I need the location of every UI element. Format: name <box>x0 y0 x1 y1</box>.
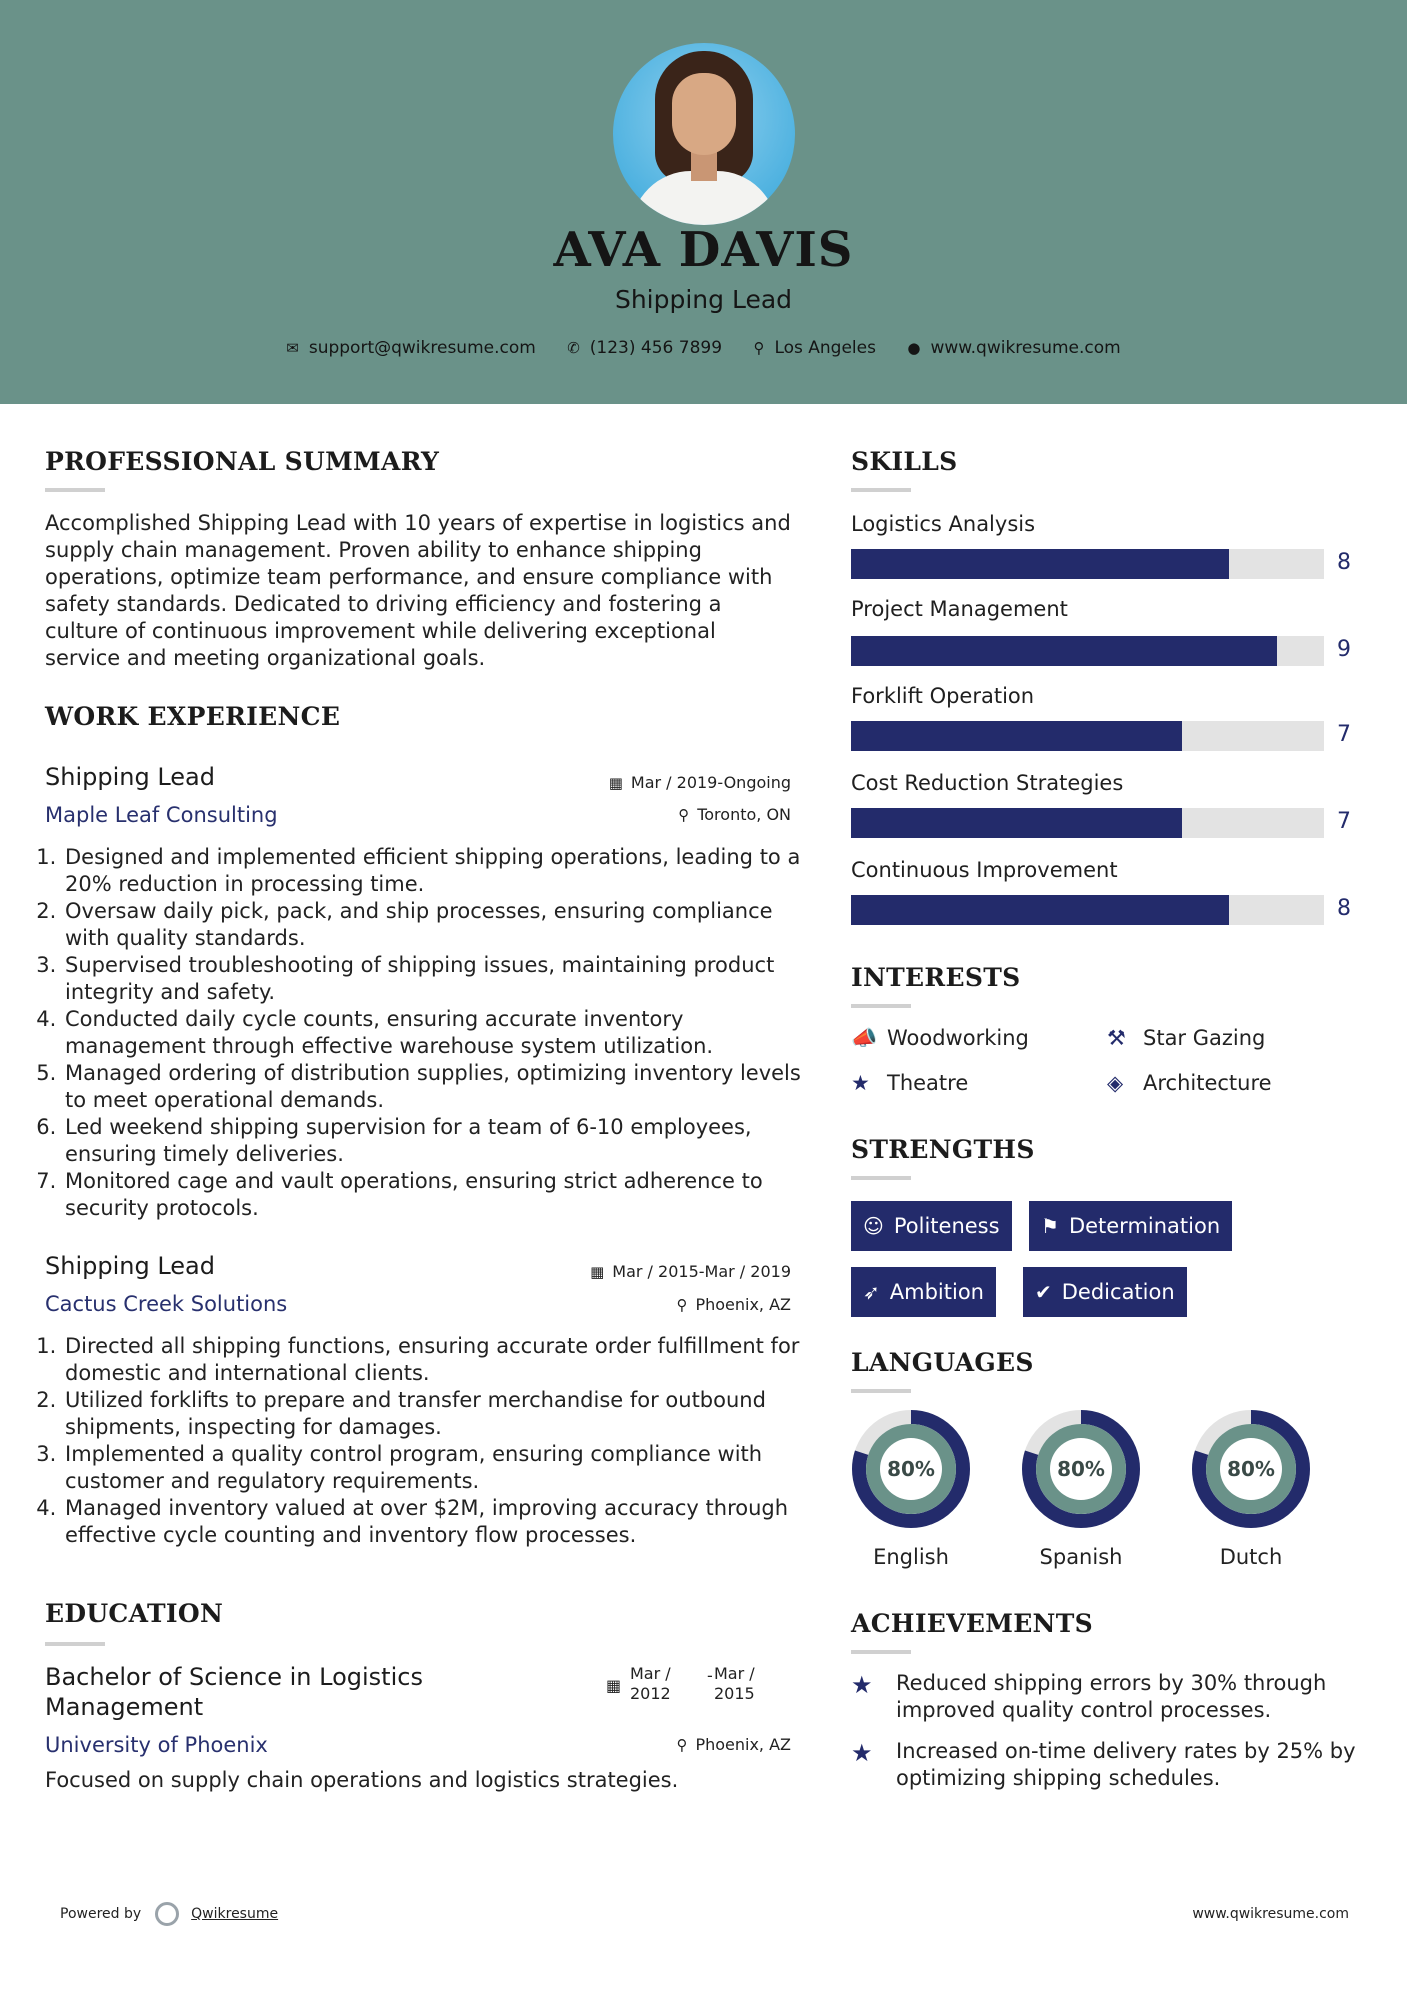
section-divider <box>45 1642 105 1646</box>
skills-heading: SKILLS <box>851 447 958 476</box>
language-ring <box>1191 1409 1311 1529</box>
contact-phone[interactable]: ✆ (123) 456 7899 <box>567 338 723 358</box>
school-name: University of Phoenix <box>45 1733 268 1757</box>
skill-name: Project Management <box>851 597 1068 621</box>
edu-end-date: Mar / 2015 <box>714 1664 755 1703</box>
language-name: Dutch <box>1219 1545 1283 1569</box>
edu-start-date: Mar / 2012 <box>630 1664 671 1703</box>
date-separator: - <box>707 1666 713 1685</box>
candidate-title: Shipping Lead <box>614 285 793 314</box>
list-item: 3. Implemented a quality control program, ensuring compliance with customer and regulatory requirements. <box>63 1441 823 1495</box>
globe-icon: ● <box>907 339 921 357</box>
rocket-icon: ➶ <box>863 1280 880 1304</box>
job-bullets <box>45 1333 823 1549</box>
skill-name: Forklift Operation <box>851 684 1035 708</box>
skill-value: 7 <box>1337 722 1351 747</box>
job-date: ▦ Mar / 2019-Ongoing <box>608 773 791 792</box>
skill-bar-fill <box>851 895 1229 925</box>
skill-bar <box>851 808 1324 838</box>
skill-name: Logistics Analysis <box>851 512 1036 536</box>
list-item: 6. Led weekend shipping supervision for a team of 6-10 employees, ensuring timely deliveries. <box>63 1114 823 1168</box>
education-heading: EDUCATION <box>45 1599 224 1628</box>
list-item: 2. Oversaw daily pick, pack, and ship processes, ensuring compliance with quality standards. <box>63 898 823 952</box>
interest-item: ★ Theatre <box>851 1071 969 1095</box>
interest-item: ◈ Architecture <box>1107 1071 1272 1095</box>
section-divider <box>851 1004 911 1008</box>
skill-name: Cost Reduction Strategies <box>851 771 1124 795</box>
qwikresume-logo-icon <box>155 1902 179 1926</box>
list-item: 1. Designed and implemented efficient shipping operations, leading to a 20% reduction in processing time. <box>63 844 823 898</box>
summary-heading: PROFESSIONAL SUMMARY <box>45 447 440 476</box>
job-company: Cactus Creek Solutions <box>45 1292 288 1316</box>
summary-text: Accomplished Shipping Lead with 10 years of expertise in logistics and supply chain management. Proven ability to enhance shipping operations, optimize team performance, and ensure compliance with safety standards. Dedicated to driving efficiency and fostering a culture of continuous improvement while delivering exceptional service and meeting organizational goals. <box>45 511 791 670</box>
job-bullets <box>45 844 823 1222</box>
job-title: Shipping Lead <box>45 763 215 791</box>
strength-badge: ➶ Ambition <box>851 1267 996 1317</box>
skill-bar <box>851 636 1324 666</box>
languages-heading: LANGUAGES <box>851 1348 1034 1377</box>
footer-branding <box>60 1902 278 1926</box>
shooting-star-icon: ★ <box>851 1739 873 1767</box>
skill-bar-fill <box>851 549 1229 579</box>
list-item: 3. Supervised troubleshooting of shipping issues, maintaining product integrity and safety. <box>63 952 823 1006</box>
profile-photo <box>613 43 795 225</box>
achievements-heading: ACHIEVEMENTS <box>851 1609 1093 1638</box>
job-location: ⚲ Phoenix, AZ <box>676 1295 791 1314</box>
strengths-heading: STRENGTHS <box>851 1135 1035 1164</box>
job-title: Shipping Lead <box>45 1252 215 1280</box>
job-date: ▦ Mar / 2015-Mar / 2019 <box>590 1262 791 1281</box>
map-pin-icon: ⚲ <box>753 339 765 357</box>
check-circle-icon: ✔ <box>1035 1280 1052 1304</box>
skill-bar-fill <box>851 721 1182 751</box>
ticket-icon: ◈ <box>1107 1071 1124 1095</box>
interest-item: ⚒ Star Gazing <box>1107 1026 1266 1050</box>
list-item: 4. Conducted daily cycle counts, ensuring accurate inventory management through effective warehouse system utilization. <box>63 1006 823 1060</box>
strength-badge: ✔ Dedication <box>1023 1267 1187 1317</box>
contact-bar <box>0 338 1407 358</box>
section-divider <box>851 1176 911 1180</box>
phone-icon: ✆ <box>567 339 580 357</box>
skill-value: 7 <box>1337 809 1351 834</box>
ring-label: 80% <box>1057 1457 1105 1481</box>
contact-location: ⚲ Los Angeles <box>753 338 876 358</box>
strength-badge: ☺ Politeness <box>851 1201 1012 1251</box>
skill-bar <box>851 549 1324 579</box>
interests-heading: INTERESTS <box>851 963 1021 992</box>
calendar-icon: ▦ <box>590 1263 605 1281</box>
list-item: 5. Managed ordering of distribution supplies, optimizing inventory levels to meet operational demands. <box>63 1060 823 1114</box>
flag-icon: ⚑ <box>1041 1214 1059 1238</box>
megaphone-icon: 📣 <box>851 1026 878 1050</box>
section-divider <box>45 488 105 492</box>
achievement-item: ★ Increased on-time delivery rates by 25% by optimizing shipping schedules. <box>851 1739 1356 1790</box>
degree-title: Bachelor of Science in Logistics Management <box>45 1663 423 1721</box>
star-icon: ★ <box>851 1071 870 1095</box>
skill-bar <box>851 721 1324 751</box>
pin-icon: ⚲ <box>676 1296 688 1314</box>
calendar-icon: ▦ <box>606 1676 622 1695</box>
job-company: Maple Leaf Consulting <box>45 803 278 827</box>
experience-heading: WORK EXPERIENCE <box>45 702 341 731</box>
list-item: 1. Directed all shipping functions, ensuring accurate order fulfillment for domestic and international clients. <box>63 1333 823 1387</box>
contact-email[interactable]: ✉ support@qwikresume.com <box>286 338 536 358</box>
skill-value: 8 <box>1337 550 1351 575</box>
calendar-icon: ▦ <box>608 774 623 792</box>
list-item: 4. Managed inventory valued at over $2M, improving accuracy through effective cycle counting and inventory flow processes. <box>63 1495 823 1549</box>
language-ring <box>851 1409 971 1529</box>
language-ring <box>1021 1409 1141 1529</box>
skill-bar-fill <box>851 808 1182 838</box>
ring-label: 80% <box>887 1457 935 1481</box>
list-item: 7. Monitored cage and vault operations, ensuring strict adherence to security protocols. <box>63 1168 823 1222</box>
edu-location: ⚲ Phoenix, AZ <box>676 1735 791 1754</box>
skill-bar <box>851 895 1324 925</box>
pin-icon: ⚲ <box>678 806 690 824</box>
job-location: ⚲ Toronto, ON <box>678 805 791 824</box>
resume-header <box>0 0 1407 404</box>
footer-website[interactable]: www.qwikresume.com <box>1192 1906 1349 1922</box>
achievement-item: ★ Reduced shipping errors by 30% through improved quality control processes. <box>851 1671 1327 1722</box>
interest-item: 📣 Woodworking <box>851 1026 1029 1050</box>
ring-label: 80% <box>1227 1457 1275 1481</box>
envelope-icon: ✉ <box>286 339 299 357</box>
section-divider <box>851 1389 911 1393</box>
section-divider <box>851 1650 911 1654</box>
language-name: Spanish <box>1039 1545 1123 1569</box>
gavel-icon: ⚒ <box>1107 1026 1126 1050</box>
skill-name: Continuous Improvement <box>851 858 1118 882</box>
pin-icon: ⚲ <box>676 1736 688 1754</box>
skill-value: 8 <box>1337 896 1351 921</box>
language-name: English <box>873 1545 949 1569</box>
powered-by-text: Powered by <box>60 1906 142 1922</box>
skill-bar-fill <box>851 636 1277 666</box>
contact-website[interactable]: ● www.qwikresume.com <box>907 338 1121 358</box>
candidate-name: AVA DAVIS <box>553 222 854 278</box>
section-divider <box>851 488 911 492</box>
edu-description: Focused on supply chain operations and logistics strategies. <box>45 1768 679 1792</box>
smile-icon: ☺ <box>863 1214 884 1238</box>
strength-badge: ⚑ Determination <box>1029 1201 1232 1251</box>
list-item: 2. Utilized forklifts to prepare and transfer merchandise for outbound shipments, inspecting for damages. <box>63 1387 823 1441</box>
shooting-star-icon: ★ <box>851 1671 873 1699</box>
skill-value: 9 <box>1337 637 1351 662</box>
brand-link[interactable]: Qwikresume <box>191 1906 279 1922</box>
